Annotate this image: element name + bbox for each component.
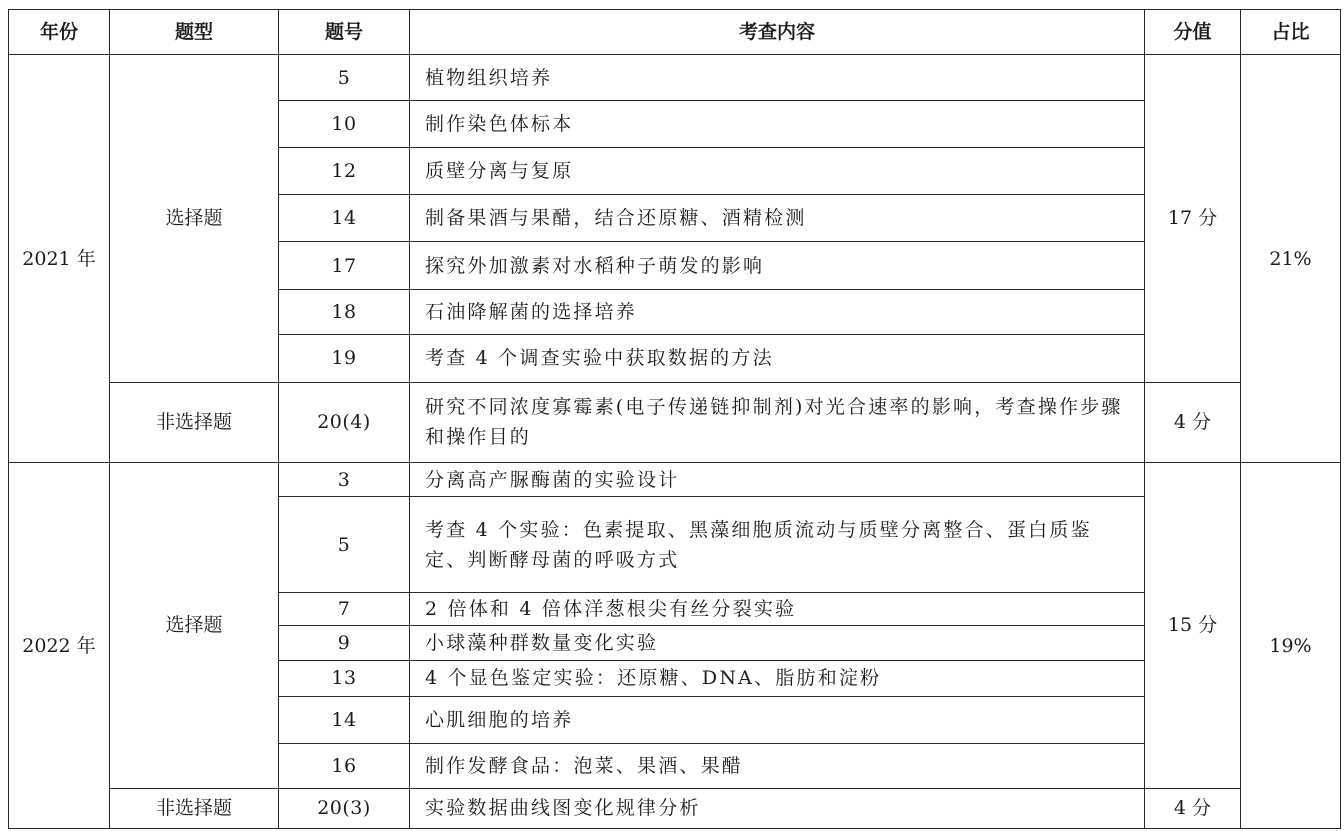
content-cell: 4 个显色鉴定实验：还原糖、DNA、脂肪和淀粉 bbox=[410, 660, 1145, 696]
question-number-cell: 16 bbox=[279, 744, 410, 788]
ratio-cell: 21% bbox=[1241, 55, 1341, 463]
question-type-cell: 选择题 bbox=[110, 55, 279, 383]
header-type: 题型 bbox=[110, 10, 279, 55]
ratio-cell: 19% bbox=[1241, 463, 1341, 829]
question-number-cell: 5 bbox=[279, 55, 410, 101]
table-row bbox=[9, 788, 1341, 828]
table-row bbox=[9, 382, 1341, 463]
question-type-cell: 选择题 bbox=[110, 463, 279, 789]
content-cell: 制作发酵食品：泡菜、果酒、果醋 bbox=[410, 744, 1145, 788]
score-cell: 4 分 bbox=[1145, 788, 1241, 828]
year-cell: 2022 年 bbox=[9, 463, 110, 829]
score-cell: 17 分 bbox=[1145, 55, 1241, 383]
header-score: 分值 bbox=[1145, 10, 1241, 55]
question-number-cell: 9 bbox=[279, 626, 410, 660]
year-cell: 2021 年 bbox=[9, 55, 110, 463]
question-number-cell: 18 bbox=[279, 289, 410, 334]
question-number-cell: 5 bbox=[279, 497, 410, 593]
content-cell: 研究不同浓度寡霉素(电子传递链抑制剂)对光合速率的影响，考查操作步骤和操作目的 bbox=[410, 382, 1145, 463]
question-type-cell: 非选择题 bbox=[110, 382, 279, 463]
score-cell: 15 分 bbox=[1145, 463, 1241, 789]
question-number-cell: 19 bbox=[279, 335, 410, 382]
content-cell: 心肌细胞的培养 bbox=[410, 696, 1145, 743]
header-year: 年份 bbox=[9, 10, 110, 55]
header-content: 考查内容 bbox=[410, 10, 1145, 55]
question-number-cell: 13 bbox=[279, 660, 410, 696]
content-cell: 探究外加激素对水稻种子萌发的影响 bbox=[410, 242, 1145, 289]
content-cell: 实验数据曲线图变化规律分析 bbox=[410, 788, 1145, 828]
question-number-cell: 10 bbox=[279, 101, 410, 147]
question-number-cell: 14 bbox=[279, 195, 410, 242]
header-ratio: 占比 bbox=[1241, 10, 1341, 55]
content-cell: 考查 4 个调查实验中获取数据的方法 bbox=[410, 335, 1145, 382]
content-cell: 小球藻种群数量变化实验 bbox=[410, 626, 1145, 660]
question-number-cell: 14 bbox=[279, 696, 410, 743]
content-cell: 分离高产脲酶菌的实验设计 bbox=[410, 463, 1145, 497]
content-cell: 石油降解菌的选择培养 bbox=[410, 289, 1145, 334]
score-cell: 4 分 bbox=[1145, 382, 1241, 463]
table-row bbox=[9, 463, 1341, 497]
question-type-cell: 非选择题 bbox=[110, 788, 279, 828]
exam-analysis-table bbox=[8, 9, 1341, 829]
content-cell: 制作染色体标本 bbox=[410, 101, 1145, 147]
content-cell: 制备果酒与果醋，结合还原糖、酒精检测 bbox=[410, 195, 1145, 242]
question-number-cell: 20(3) bbox=[279, 788, 410, 828]
content-cell: 质壁分离与复原 bbox=[410, 147, 1145, 194]
question-number-cell: 12 bbox=[279, 147, 410, 194]
header-row bbox=[9, 10, 1341, 55]
content-cell: 植物组织培养 bbox=[410, 55, 1145, 101]
question-number-cell: 7 bbox=[279, 593, 410, 626]
header-number: 题号 bbox=[279, 10, 410, 55]
table-row bbox=[9, 55, 1341, 101]
content-cell: 2 倍体和 4 倍体洋葱根尖有丝分裂实验 bbox=[410, 593, 1145, 626]
question-number-cell: 3 bbox=[279, 463, 410, 497]
content-cell: 考查 4 个实验：色素提取、黑藻细胞质流动与质壁分离整合、蛋白质鉴定、判断酵母菌的呼吸方式 bbox=[410, 497, 1145, 593]
question-number-cell: 20(4) bbox=[279, 382, 410, 463]
question-number-cell: 17 bbox=[279, 242, 410, 289]
